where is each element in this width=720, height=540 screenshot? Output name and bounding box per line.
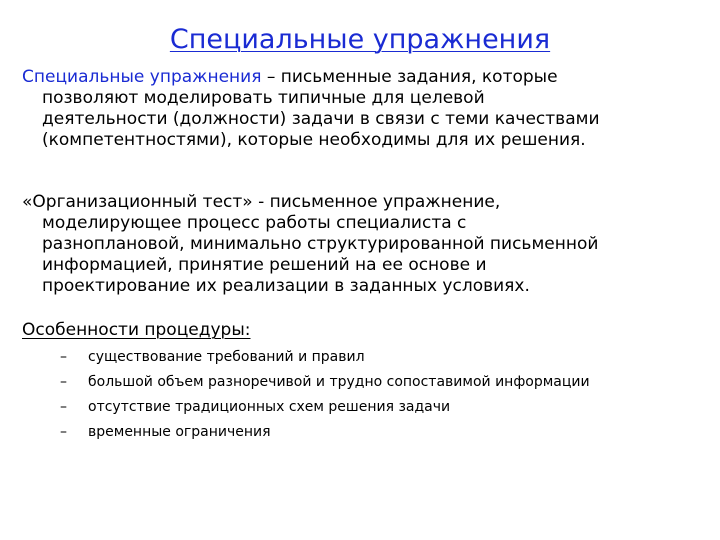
org-test-line-4: информацией, принятие решений на ее основе и <box>42 255 487 275</box>
list-item-text: существование требований и правил <box>88 349 365 365</box>
definition-line-1 <box>22 67 702 88</box>
org-test-line-2: моделирующее процесс работы специалиста с <box>42 213 467 233</box>
definition-lead-term: Специальные упражнения <box>22 67 262 87</box>
dash-bullet-icon: – <box>60 424 67 440</box>
dash-bullet-icon: – <box>60 349 67 365</box>
list-item-text: временные ограничения <box>88 424 271 440</box>
list-item-text: большой объем разноречивой и трудно сопоставимой информации <box>88 374 590 390</box>
definition-paragraph <box>22 67 702 151</box>
definition-line-1-rest: – письменные задания, которые <box>261 67 558 87</box>
org-test-line-3: разноплановой, минимально структурированной письменной <box>42 234 599 254</box>
slide-title: Специальные упражнения <box>169 24 551 55</box>
list-item-text: отсутствие традиционных схем решения задачи <box>88 399 451 415</box>
org-test-line-1: «Организационный тест» - письменное упражнение, <box>22 192 501 212</box>
features-heading: Особенности процедуры: <box>22 320 251 340</box>
organizational-test-paragraph <box>22 192 702 297</box>
dash-bullet-icon: – <box>60 399 67 415</box>
dash-bullet-icon: – <box>60 374 67 390</box>
definition-line-4: (компетентностями), которые необходимы для их решения. <box>42 130 586 150</box>
definition-line-3: деятельности (должности) задачи в связи с теми качествами <box>42 109 600 129</box>
definition-line-2: позволяют моделировать типичные для целевой <box>42 88 485 108</box>
org-test-line-5: проектирование их реализации в заданных условиях. <box>42 276 530 296</box>
